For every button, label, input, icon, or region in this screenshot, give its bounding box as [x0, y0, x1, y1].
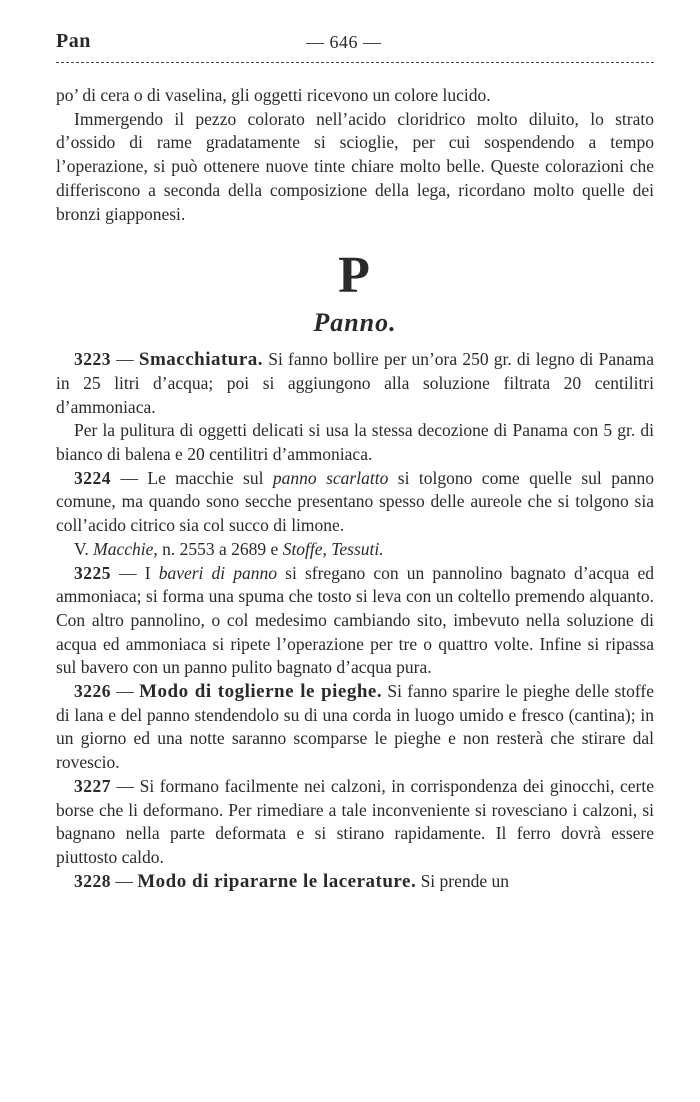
entry-heading: Smacchiatura.: [138, 349, 264, 371]
page-body: [56, 84, 654, 893]
section-letter: P: [338, 247, 372, 305]
entry-dash: —: [111, 775, 140, 796]
entry-3224: [56, 467, 654, 538]
entry-number: 3226: [74, 681, 111, 702]
entry-italic-term: panno scarlatto: [272, 467, 389, 488]
entry-text: Si prende un: [416, 870, 510, 891]
entry-italic-term: baveri di panno: [158, 562, 278, 583]
entry-number: 3228: [74, 870, 111, 891]
paragraph: Immergendo il pezzo colorato nell’acido cloridrico molto diluito, lo strato d’ossido di rame gradatamente si scioglie, per cui sospendendo a tempo l’operazione, si può ottenere nuove tinte chiare molto belle. Queste colorazioni che differiscono a seconda della composizione della lega, ricordano molto quelle dei bronzi giapponesi.: [56, 108, 654, 224]
entry-number: 3227: [74, 775, 111, 796]
entry-text: Si fanno sparire le pieghe delle stoffe di lana e del panno stendendolo su di una corda in luogo umido e fresco (cantina); in un giorno ed una notte saranno scomparse le pieghe e non resterà che stirare dal rovescio.: [56, 681, 655, 773]
entry-number: 3224: [74, 467, 111, 488]
entry-text: Le macchie sul: [147, 467, 273, 488]
entry-number: 3223: [74, 349, 111, 370]
entry-heading: Modo di ripararne le lacerature.: [137, 870, 417, 892]
running-head-title: Pan: [56, 30, 91, 52]
cross-reference: [56, 538, 654, 562]
section-title: Panno.: [313, 308, 397, 338]
paragraph: Per la pulitura di oggetti delicati si usa la stessa decozione di Panama con 5 gr. di bianco di balena e 20 centilitri d’ammoniaca.: [56, 420, 654, 465]
page-number: — 646 —: [306, 32, 382, 52]
see-text: , n. 2553 a 2689 e: [153, 538, 283, 559]
book-page: [56, 26, 655, 892]
entry-text: Si fanno bollire per un’ora 250 gr. di legno di Panama in 25 litri d’acqua; poi si aggiungono alla soluzione filtrata 20 centilitri d’ammoniaca.: [56, 349, 654, 417]
running-head: [56, 26, 654, 60]
entry-heading: Modo di toglierne le pieghe.: [139, 681, 383, 703]
entry-dash: —: [111, 467, 148, 488]
entry-dash: —: [111, 681, 140, 702]
see-term: Macchie: [93, 538, 154, 559]
entry-3225: [56, 562, 654, 681]
entry-dash: —: [111, 870, 138, 891]
see-term: Stoffe, Tessuti.: [282, 538, 384, 559]
entry-text: I: [144, 562, 159, 583]
header-rule: [56, 62, 654, 63]
entry-text: si sfregano con un pannolino bagnato d’acqua ed ammoniaca; si forma una spuma che tosto si leva con un coltello premendo alquanto. Con altro pannolino, o col medesimo cambiando sito, imbevuto nella soluzione di acqua ed ammoniaca si ripete l’operazione per tre o quattro volte. Infine si ripassa sul bavero con un panno pulito bagnato d’acqua pura.: [56, 562, 654, 678]
entry-3228: [56, 870, 654, 894]
entry-3226: [56, 680, 654, 775]
continuation-line: po’ di cera o di vaselina, gli oggetti ricevono un colore lucido.: [56, 85, 491, 105]
see-prefix: V.: [74, 538, 94, 559]
entry-text: si tolgono come quelle sul panno comune, ma quando sono secche presentano spesso delle aureole che si tolgono sia coll’acido citrico sia col succo di limone.: [56, 467, 654, 536]
entry-dash: —: [111, 349, 139, 370]
entry-text: Si formano facilmente nei calzoni, in corrispondenza dei ginocchi, certe borse che li deformano. Per rimediare a tale inconveniente si rovesciano i calzoni, si bagnano nella parte deformata e si stirano rapidamente. Il ferro dovrà essere piuttosto caldo.: [56, 775, 654, 867]
entry-dash: —: [111, 562, 145, 583]
entry-number: 3225: [74, 562, 111, 583]
entry-3223: [56, 348, 654, 419]
entry-3227: [56, 775, 654, 870]
